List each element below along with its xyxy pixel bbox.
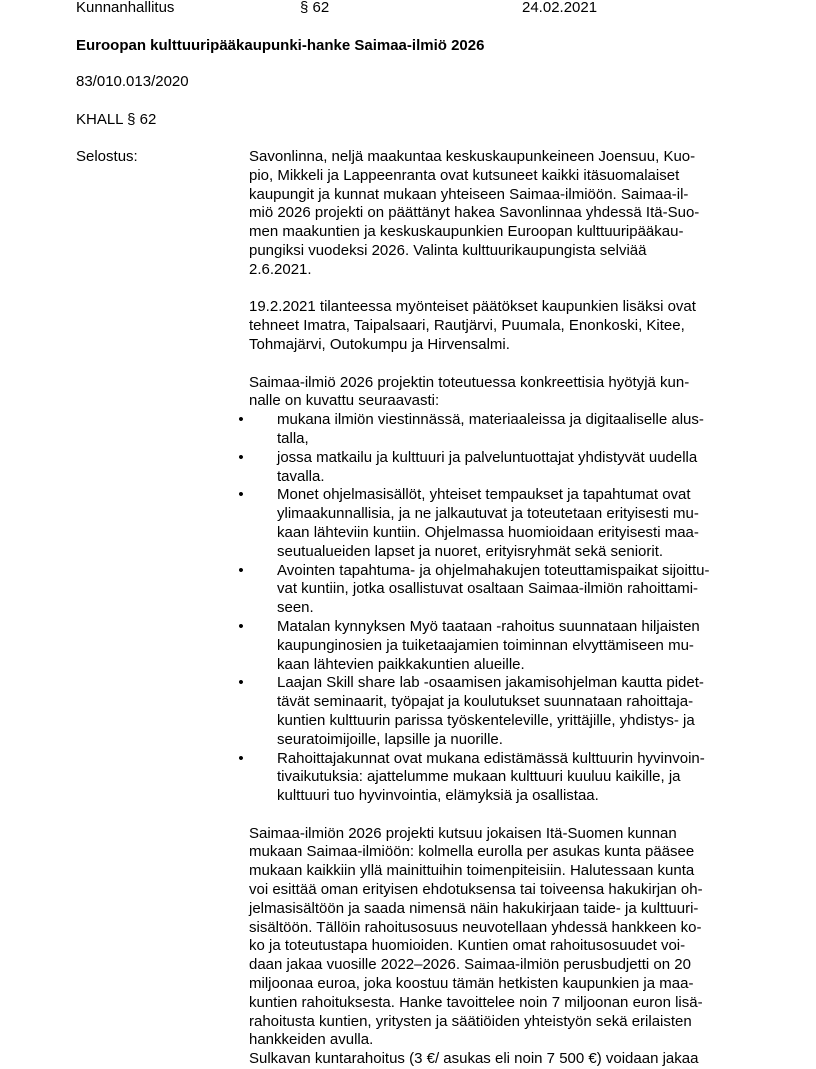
text-line: tävät seminaarit, työpajat ja koulutukset suunnataan rahoittaja- xyxy=(277,693,694,711)
text-line: rahoitusta kuntien, yritysten ja säätiöiden yhteistyön sekä erilaisten xyxy=(249,1012,692,1030)
text-line: daan jakaa vuosille 2022–2026. Saimaa-ilmiön perusbudjetti on 20 xyxy=(249,956,691,974)
header-date: 24.02.2021 xyxy=(522,0,598,16)
text-line: ko ja toteutustapa huomioiden. Kuntien omat rahoitusosuudet voi- xyxy=(249,937,686,955)
text-line: Sulkavan kuntarahoitus (3 €/ asukas eli noin 7 500 €) voidaan jakaa xyxy=(249,1050,699,1068)
text-line: kaan lähtevien paikkakuntien alueille. xyxy=(277,655,525,673)
bullet-icon: • xyxy=(238,486,244,504)
text-line: jelmasisältöön ja saada nimensä näin hakukirjaan taide- ja kulttuuri- xyxy=(249,899,699,917)
text-line: vat kuntiin, jotka osallistuvat osaltaan Saimaa-ilmiön rahoittami- xyxy=(277,580,699,598)
text-line: kaan lähteviin kuntiin. Ohjelmassa huomioidaan erityisesti maa- xyxy=(277,523,699,541)
text-line: hankkeiden avulla. xyxy=(249,1031,374,1049)
text-line: mukana ilmiön viestinnässä, materiaaleissa ja digitaaliselle alus- xyxy=(277,411,704,429)
list-item xyxy=(238,486,739,561)
text-line: voi esittää oman erityisen ehdotuksensa tai toiveensa hakukirjan oh- xyxy=(249,881,703,899)
text-line: kulttuuri tuo hyvinvointia, elämyksiä ja osallistaa. xyxy=(277,787,599,805)
list-item xyxy=(238,411,739,449)
bullet-icon: • xyxy=(238,561,244,579)
body-text xyxy=(238,148,739,1069)
list-item xyxy=(238,749,739,806)
header-section: § 62 xyxy=(300,0,330,16)
bullet-icon: • xyxy=(238,674,244,692)
list-item xyxy=(238,617,739,674)
benefit-list xyxy=(238,411,739,806)
text-line: men maakuntien ja keskuskaupunkien Euroopan kulttuuripääkau- xyxy=(249,223,684,241)
bullet-icon: • xyxy=(238,448,244,466)
bullet-icon: • xyxy=(238,749,244,767)
text-line: talla, xyxy=(277,429,309,447)
selostus-label: Selostus: xyxy=(76,148,138,165)
text-line: mukaan Saimaa-ilmiöön: kolmella eurolla per asukas kunta pääsee xyxy=(249,843,695,861)
text-line: Laajan Skill share lab -osaamisen jakamisohjelman kautta pidet- xyxy=(277,674,704,692)
text-line: tivaikutuksia: ajattelumme mukaan kulttuuri kuuluu kaikille, ja xyxy=(277,768,681,786)
text-line: Saimaa-ilmiön 2026 projekti kutsuu jokaisen Itä-Suomen kunnan xyxy=(249,824,677,842)
header-org: Kunnanhallitus xyxy=(76,0,175,16)
khall-reference: KHALL § 62 xyxy=(76,111,157,128)
record-number: 83/010.013/2020 xyxy=(76,73,189,90)
list-item xyxy=(238,448,739,487)
paragraph-5 xyxy=(249,1050,739,1069)
text-line: kuntien kulttuurin parissa työskenteleville, yrittäjille, yhdistys- ja xyxy=(277,711,695,729)
text-line: kuntien rahoituksesta. Hanke tavoittelee noin 7 miljoonan euron lisä- xyxy=(249,993,703,1011)
text-line: tehneet Imatra, Taipalsaari, Rautjärvi, Puumala, Enonkoski, Kitee, xyxy=(249,317,685,335)
paragraph-1 xyxy=(249,148,739,280)
list-item xyxy=(238,561,739,618)
text-line: pio, Mikkeli ja Lappeenranta ovat kutsuneet kaikki itäsuomalaiset xyxy=(249,166,680,184)
text-line: kaupunginosien ja tuiketaajamien toiminnan elvyttämiseen mu- xyxy=(277,636,694,654)
text-line: Rahoittajakunnat ovat mukana edistämässä kulttuurin hyvinvoin- xyxy=(277,749,705,767)
document-title: Euroopan kulttuuripääkaupunki-hanke Saimaa-ilmiö 2026 xyxy=(76,37,485,54)
text-line: 19.2.2021 tilanteessa myönteiset päätökset kaupunkien lisäksi ovat xyxy=(249,298,696,316)
paragraph-4 xyxy=(249,825,739,1051)
text-line: Avointen tapahtuma- ja ohjelmahakujen toteuttamispaikat sijoittu- xyxy=(277,561,710,579)
text-line: Tohmajärvi, Outokumpu ja Hirvensalmi. xyxy=(249,335,510,353)
text-line: seen. xyxy=(277,599,314,617)
text-line: pungiksi vuodeksi 2026. Valinta kulttuurikaupungista selviää xyxy=(249,241,647,259)
text-line: 2.6.2021. xyxy=(249,260,312,278)
text-line: ylimaakunnallisia, ja ne jalkautuvat ja toteutetaan erityisesti mu- xyxy=(277,505,699,523)
paragraph-2 xyxy=(249,298,739,354)
text-line: Monet ohjelmasisällöt, yhteiset tempaukset ja tapahtumat ovat xyxy=(277,486,691,504)
text-line: jossa matkailu ja kulttuuri ja palveluntuottajat yhdistyvät uudella xyxy=(277,448,698,466)
text-line: seuratoimijoille, lapsille ja nuorille. xyxy=(277,730,503,748)
text-line: mukaan kaikkiin yllä mainittuihin toimenpiteisiin. Halutessaan kunta xyxy=(249,862,695,880)
paragraph-3 xyxy=(249,374,739,412)
bullet-icon: • xyxy=(238,411,244,429)
text-line: seutualueiden lapset ja nuoret, erityisryhmät sekä seniorit. xyxy=(277,542,664,560)
bullet-icon: • xyxy=(238,617,244,635)
text-line: nalle on kuvattu seuraavasti: xyxy=(249,392,440,410)
text-line: Savonlinna, neljä maakuntaa keskuskaupunkeineen Joensuu, Kuo- xyxy=(249,148,696,165)
text-line: kaupungit ja kunnat mukaan yhteiseen Saimaa-ilmiöön. Saimaa-il- xyxy=(249,185,689,203)
text-line: miö 2026 projekti on päättänyt hakea Savonlinnaa yhdessä Itä-Suo- xyxy=(249,204,700,222)
text-line: Saimaa-ilmiö 2026 projektin toteutuessa konkreettisia hyötyjä kun- xyxy=(249,373,690,391)
list-item xyxy=(238,674,739,749)
text-line: tavalla. xyxy=(277,467,325,485)
text-line: sisältöön. Tällöin rahoitusosuus neuvotellaan yhdessä hankkeen ko- xyxy=(249,918,702,936)
text-line: miljoonaa euroa, joka koostuu tämän hetkisten kaupunkien ja maa- xyxy=(249,975,694,993)
text-line: Matalan kynnyksen Myö taataan -rahoitus suunnataan hiljaisten xyxy=(277,617,700,635)
